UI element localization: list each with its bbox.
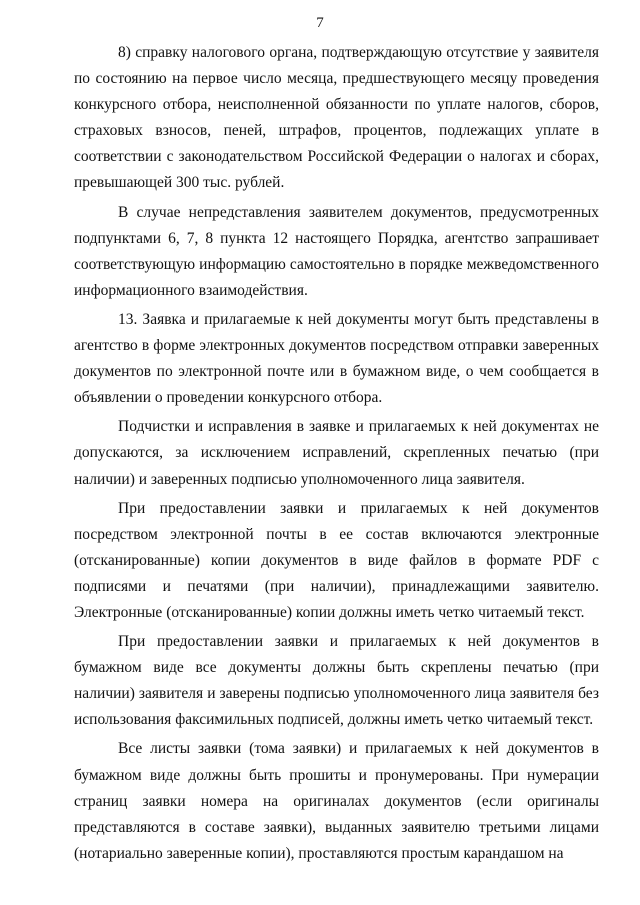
document-body <box>74 40 599 867</box>
paragraph-item-8-tax-certificate: 8) справку налогового органа, подтверждающую отсутствие у заявителя по состоянию на первое число месяца, предшествующего месяцу проведения конкурсного отбора, неисполненной обязанности по уплате налогов, сборов, страховых взносов, пеней, штрафов, процентов, подлежащих уплате в соответствии с законодательством Российской Федерации о налогах и сборах, превышающей 300 тыс. рублей. <box>74 44 599 192</box>
page-number: 7 <box>316 15 324 31</box>
paragraph-non-submission: В случае непредставления заявителем документов, предусмотренных подпунктами 6, 7, 8 пункта 12 настоящего Порядка, агентство запрашивает соответствующую информацию самостоятельно в порядке межведомственного информационного взаимодействия. <box>74 203 599 299</box>
paragraph-electronic-submission: При предоставлении заявки и прилагаемых к ней документов посредством электронной почты в ее состав включаются электронные (отсканированные) копии документов в виде файлов в формате PDF с подписями и печатями (при наличии), принадлежащими заявителю. Электронные (отсканированные) копии должны иметь четко читаемый текст. <box>74 499 599 621</box>
paragraph-paper-submission: При предоставлении заявки и прилагаемых к ней документов в бумажном виде все документы должны быть скреплены печатью (при наличии) заявителя и заверены подписью уполномоченного лица заявителя без использования факсимильных подписей, должны иметь четко читаемый текст. <box>74 633 599 729</box>
paragraph-section-13: 13. Заявка и прилагаемые к ней документы могут быть представлены в агентство в форме электронных документов посредством отправки заверенных документов по электронной почте или в бумажном виде, о чем сообщается в объявлении о проведении конкурсного отбора. <box>74 310 599 407</box>
paragraph-sheet-numbering: Все листы заявки (тома заявки) и прилагаемых к ней документов в бумажном виде должны быть прошиты и пронумерованы. При нумерации страниц заявки номера на оригиналах документов (если оригиналы представляются в составе заявки), выданных заявителю третьими лицами (нотариально заверенные копии), проставляются простым карандашом на <box>74 740 599 862</box>
paragraph-corrections: Подчистки и исправления в заявке и прилагаемых к ней документах не допускаются, за исключением исправлений, скрепленных печатью (при наличии) и заверенных подписью уполномоченного лица заявителя. <box>74 418 599 488</box>
